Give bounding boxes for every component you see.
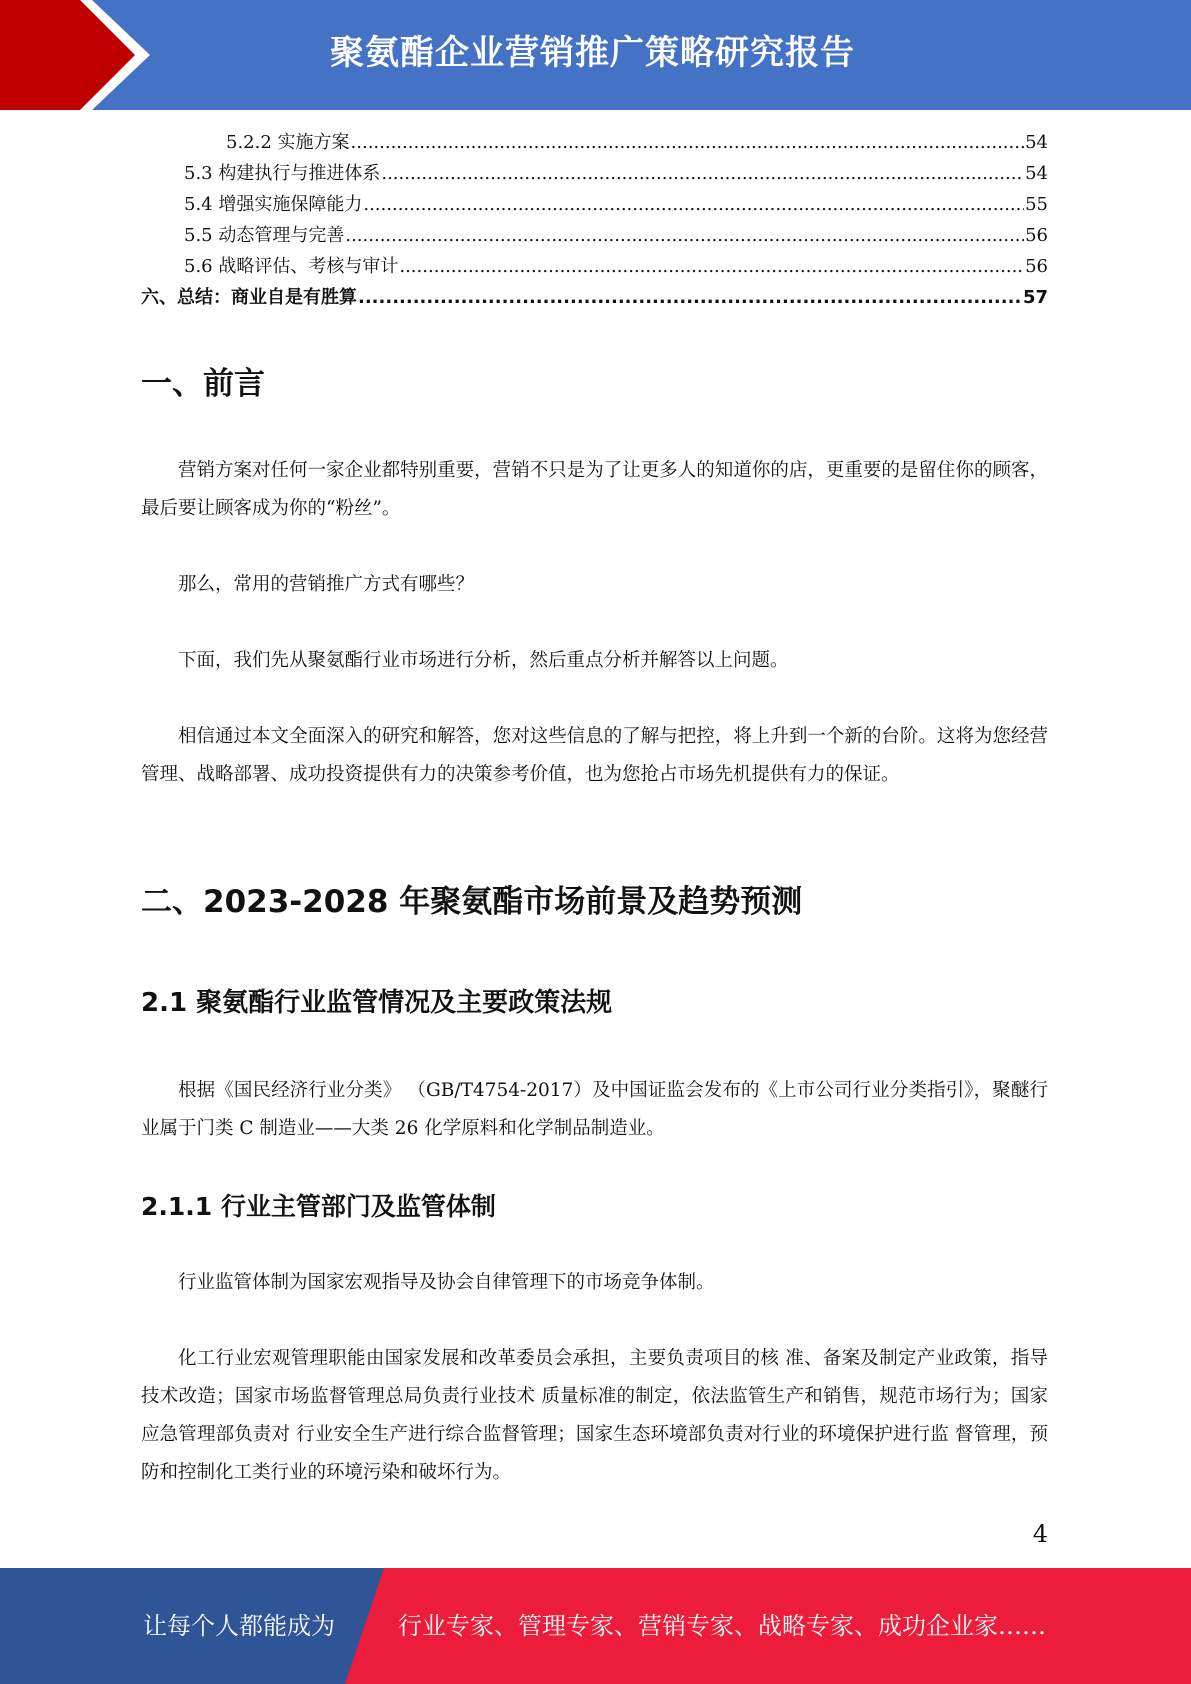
toc-label: 5.4 增强实施保障能力 — [184, 194, 363, 215]
toc-page: 57 — [1022, 287, 1048, 308]
toc-page: 54 — [1025, 132, 1048, 153]
paragraph: 根据《国民经济行业分类》 （GB/T4754-2017）及中国证监会发布的《上市公司行业分类指引》，聚醚行业属于门类 C 制造业——大类 26 化学原料和化学制品制造业。 — [141, 1080, 1048, 1139]
toc-entry[interactable] — [141, 190, 1048, 221]
page-number: 4 — [1032, 1520, 1048, 1548]
paragraph: 那么，常用的营销推广方式有哪些？ — [178, 574, 475, 595]
subsection-heading: 2.1.1 行业主管部门及监管体制 — [141, 1192, 496, 1221]
toc-page: 55 — [1025, 194, 1048, 215]
toc-label: 5.5 动态管理与完善 — [184, 225, 345, 246]
toc-label: 5.3 构建执行与推进体系 — [184, 163, 381, 184]
toc-page: 56 — [1025, 256, 1048, 277]
header-arrow-icon — [0, 0, 160, 110]
toc-leader — [351, 132, 1025, 153]
toc-leader — [399, 256, 1024, 277]
subsection-heading: 2.1 聚氨酯行业监管情况及主要政策法规 — [141, 988, 613, 1018]
toc-entry[interactable] — [141, 159, 1048, 190]
toc-leader — [381, 163, 1024, 184]
paragraph: 下面，我们先从聚氨酯行业市场进行分析，然后重点分析并解答以上问题。 — [178, 650, 789, 671]
toc-leader — [358, 287, 1022, 308]
report-title: 聚氨酯企业营销推广策略研究报告 — [330, 33, 855, 73]
toc-leader — [345, 225, 1024, 246]
toc-page: 56 — [1025, 225, 1048, 246]
toc-entry[interactable] — [141, 128, 1048, 159]
footer-slogan-left: 让每个人都能成为 — [143, 1612, 335, 1640]
toc-label: 5.6 战略评估、考核与审计 — [184, 256, 399, 277]
page-footer — [0, 1568, 1191, 1684]
toc-leader — [363, 194, 1024, 215]
toc-entry[interactable] — [141, 221, 1048, 252]
page-header — [0, 0, 1191, 110]
paragraph: 化工行业宏观管理职能由国家发展和改革委员会承担，主要负责项目的核 准、备案及制定产业政策，指导技术改造；国家市场监督管理总局负责行业技术 质量标准的制定，依法监管生产和销售，规范市场行为；国家应急管理部负责对 行业安全生产进行综合监督管理；国家生态环境部负责对行业的环境保护进行监 督管理，预防和控制化工类行业的环境污染和破坏行为。 — [141, 1348, 1049, 1483]
table-of-contents — [141, 128, 1048, 314]
toc-label: 六、总结：商业自是有胜算 — [141, 287, 357, 308]
paragraph: 相信通过本文全面深入的研究和解答，您对这些信息的了解与把控，将上升到一个新的台阶。这将为您经营管理、战略部署、成功投资提供有力的决策参考价值，也为您抢占市场先机提供有力的保证。 — [141, 726, 1048, 785]
paragraph: 行业监管体制为国家宏观指导及协会自律管理下的市场竞争体制。 — [178, 1272, 715, 1293]
section-heading: 一、前言 — [141, 366, 265, 402]
section-heading: 二、2023-2028 年聚氨酯市场前景及趋势预测 — [141, 884, 803, 920]
toc-page: 54 — [1025, 163, 1048, 184]
toc-label: 5.2.2 实施方案 — [226, 132, 350, 153]
toc-entry[interactable] — [141, 252, 1048, 283]
paragraph: 营销方案对任何一家企业都特别重要，营销不只是为了让更多人的知道你的店，更重要的是留住你的顾客，最后要让顾客成为你的“粉丝”。 — [141, 460, 1048, 519]
footer-slogan-right: 行业专家、管理专家、营销专家、战略专家、成功企业家…… — [398, 1612, 1046, 1640]
toc-entry[interactable] — [141, 283, 1048, 314]
